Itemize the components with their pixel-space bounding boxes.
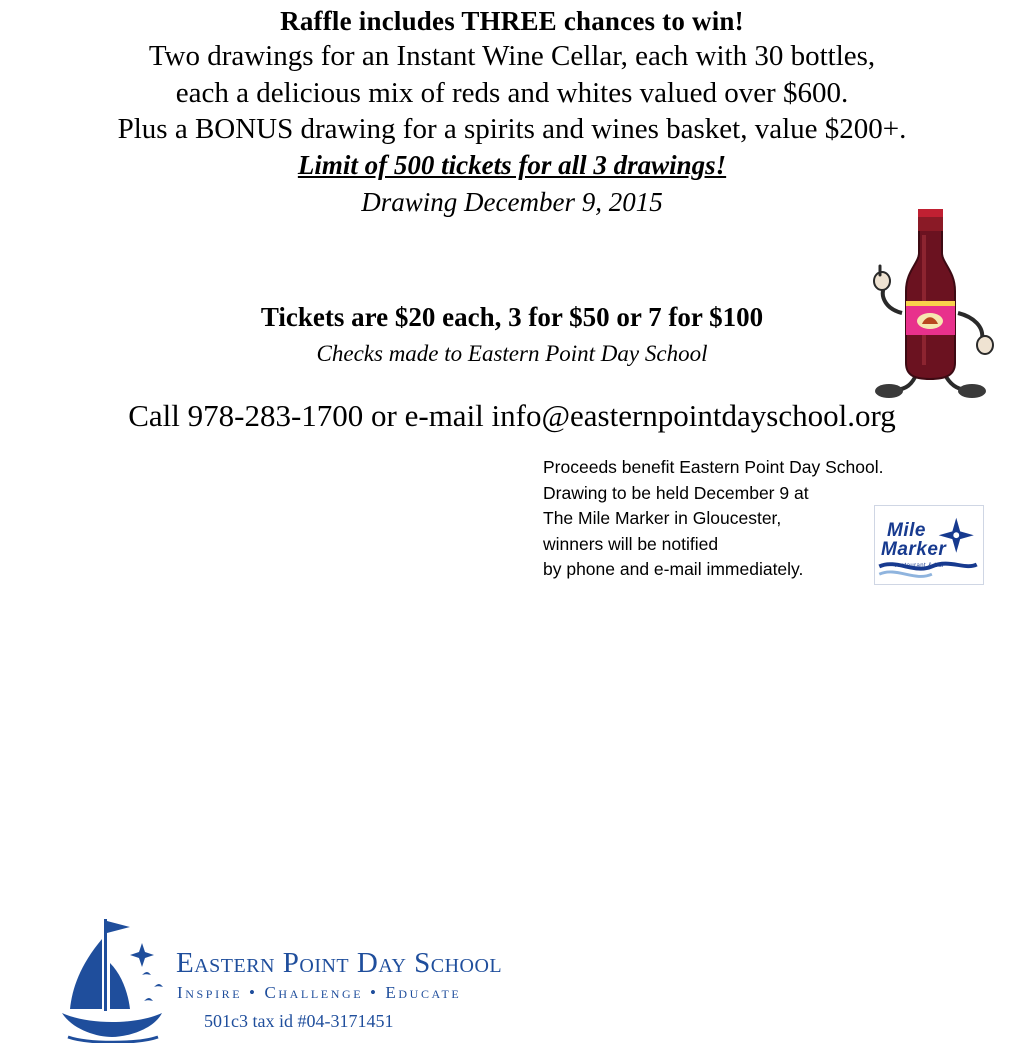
proceeds-line-1: Proceeds benefit Eastern Point Day School. xyxy=(543,457,884,477)
drawing-date-line: Drawing December 9, 2015 xyxy=(361,187,663,217)
headline-line-2: Two drawings for an Instant Wine Cellar, each with 30 bottles, xyxy=(148,40,876,72)
school-tagline: Inspire • Challenge • Educate xyxy=(177,983,462,1002)
school-name: Eastern Point Day School xyxy=(176,947,503,979)
wine-bottle-mascot-icon xyxy=(862,205,1002,400)
mile-marker-word-marker: Marker xyxy=(881,539,947,560)
headline-line-1: Raffle includes THREE chances to win! xyxy=(280,6,744,36)
school-logo xyxy=(28,455,503,1031)
mile-marker-word-mile: Mile xyxy=(887,520,926,541)
proceeds-line-3: The Mile Marker in Gloucester, xyxy=(543,508,782,528)
headline-line-3: each a delicious mix of reds and whites valued over $600. xyxy=(175,77,849,109)
mile-marker-subtitle: restaurant & bar xyxy=(895,563,945,569)
sailboat-icon xyxy=(58,913,174,1043)
proceeds-text xyxy=(543,455,888,583)
proceeds-line-2: Drawing to be held December 9 at xyxy=(543,482,809,503)
checks-payable-line: Checks made to Eastern Point Day School xyxy=(316,341,708,366)
ticket-limit-line: Limit of 500 tickets for all 3 drawings! xyxy=(297,150,727,180)
headline-block xyxy=(0,4,1024,221)
proceeds-line-5: by phone and e-mail immediately. xyxy=(543,559,804,579)
headline-line-4: Plus a BONUS drawing for a spirits and wines basket, value $200+. xyxy=(117,113,907,145)
school-tax-id: 501c3 tax id #04-3171451 xyxy=(204,1011,394,1031)
proceeds-line-4: winners will be notified xyxy=(543,533,719,554)
ticket-price-line: Tickets are $20 each, 3 for $50 or 7 for $100 xyxy=(260,302,764,332)
mile-marker-logo xyxy=(874,505,984,585)
contact-line: Call 978-283-1700 or e-mail info@easternpointdayschool.org xyxy=(128,398,896,433)
